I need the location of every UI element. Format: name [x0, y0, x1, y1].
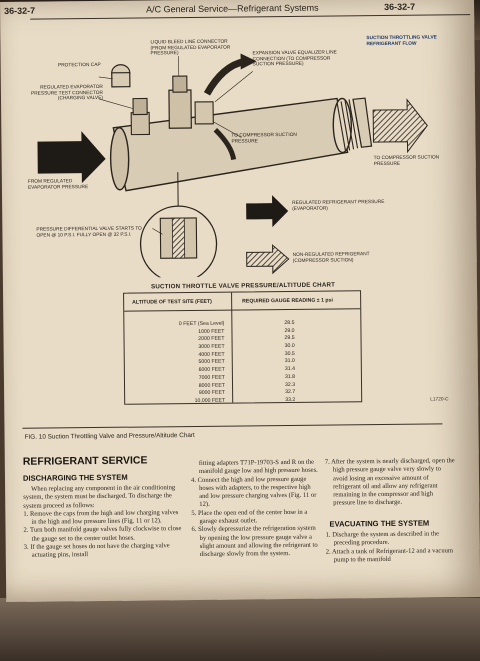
- step-2: 2. Turn both manifold gauge valves fully clockwise to close the gauge set to the center outlet hoses.: [23, 525, 182, 543]
- suction-throttle-valve-diagram: [0, 19, 477, 279]
- evac-step-2: 2. Attach a tank of Refrigerant-12 and a vacuum pump to the manifold: [325, 546, 454, 564]
- text-column-2: [191, 459, 320, 560]
- page-number-right: 36-32-7: [384, 1, 416, 12]
- label-stv-flow: SUCTION THROTTLING VALVE REFRIGERANT FLOW: [366, 35, 437, 47]
- inlet-arrow: [37, 131, 106, 184]
- psi-cell: 29.5: [284, 335, 295, 342]
- text-column-1: [23, 484, 184, 560]
- altitude-cell: 8000 FEET: [198, 382, 226, 389]
- altitude-cell: 10,000 FEET: [194, 397, 226, 404]
- label-to-compressor: TO COMPRESSOR SUCTION PRESSURE: [231, 132, 297, 145]
- label-to-compressor-right: TO COMPRESSOR SUCTION PRESSURE: [373, 155, 440, 167]
- figure-number: L1720-C: [430, 397, 449, 403]
- step-3: 3. If the gauge set hoses do not have the charging valve actuating pins, install: [23, 542, 170, 560]
- subsection-evacuating: EVACUATING THE SYSTEM: [329, 518, 430, 529]
- psi-cell: 30.0: [284, 342, 295, 350]
- table-header-divider: [124, 308, 360, 311]
- altitude-cell: 0 FEET (Sea Level): [178, 320, 225, 328]
- psi-cell: 29.0: [284, 327, 295, 334]
- step-6: 6. Slowly depressurize the refrigeration system by opening the low pressure gauge valve a slight amount and allowing the refrigerant to discharge slowly from the system.: [191, 525, 318, 559]
- page-number-left: 36-32-7: [4, 5, 36, 16]
- altitude-cell: 5000 FEET: [198, 359, 225, 366]
- text-column-3: [325, 457, 456, 508]
- table-row: [125, 396, 361, 406]
- psi-cell: 32.7: [285, 389, 296, 396]
- pressure-altitude-table: [123, 290, 362, 404]
- table-header-altitude: ALTITUDE OF TEST SITE (FEET): [132, 298, 212, 306]
- table-rows: [124, 319, 361, 406]
- figure-caption: FIG. 10 Suction Throttling Valve and Pressure/Altitude Chart: [24, 431, 195, 441]
- step-1: 1. Remove the caps from the high and low charging valves in the high and low pressure lines (Fig. 11 or 12).: [23, 509, 179, 526]
- label-liquid-bleed: LIQUID BLEED LINE CONNECTOR (FROM REGULATED EVAPORATOR PRESSURE): [150, 39, 231, 57]
- table-header-gauge: REQUIRED GAUGE READING ± 1 psi: [242, 297, 333, 305]
- label-from-regulated: FROM REGULATED EVAPORATOR PRESSURE: [27, 179, 89, 191]
- step-4: 4. Connect the high and low pressure gauge hoses with adapters, to the respective high and low pressure charging valves (Fig. 11 or 12).: [190, 475, 317, 509]
- psi-cell: 28.5: [284, 319, 295, 327]
- label-pressure-differential: PRESSURE DIFFERENTIAL VALVE STARTS TO OPEN @ 10 P.S.I. FULLY OPEN @ 32 P.S.I.: [36, 226, 142, 239]
- label-protection-cap: PROTECTION CAP: [57, 62, 101, 69]
- altitude-cell: 1000 FEET: [198, 328, 225, 335]
- psi-cell: 31.8: [284, 373, 296, 380]
- text-column-3-evac: [326, 530, 456, 565]
- section-title: REFRIGERANT SERVICE: [22, 454, 148, 468]
- altitude-cell: 9000 FEET: [198, 389, 226, 397]
- psi-cell: 31.0: [284, 358, 295, 365]
- psi-cell: 32.3: [284, 381, 296, 388]
- page-bottom-edge: [0, 598, 480, 661]
- psi-cell: 33.2: [285, 396, 296, 403]
- legend-arrow-regulated: [246, 195, 288, 227]
- intro-paragraph: When replacing any component in the air conditioning system, the system must be discharged. To discharge the system proceed as follows:: [23, 484, 176, 510]
- label-regulated-test-connector: REGULATED EVAPORATOR PRESSURE TEST CONNECTOR (CHARGING VALVE): [30, 84, 104, 102]
- altitude-cell: 3000 FEET: [198, 343, 225, 351]
- psi-cell: 31.4: [284, 366, 296, 373]
- altitude-cell: 4000 FEET: [198, 351, 225, 358]
- altitude-cell: 2000 FEET: [198, 336, 225, 343]
- legend-regulated-label: REGULATED REFRIGERANT PRESSURE (EVAPORATOR): [292, 199, 385, 212]
- step-7: 7. After the system is nearly discharged, open the high pressure gauge valve very slowly to avoid losing an excessive amount of refrigerant oil and allow any refrigerant remaining in the compressor and high pressure line to discharge.: [324, 457, 455, 508]
- psi-cell: 30.5: [284, 350, 295, 357]
- table-title: SUCTION THROTTLE VALVE PRESSURE/ALTITUDE CHART: [150, 281, 336, 291]
- header-title: A/C General Service—Refrigerant Systems: [146, 2, 319, 15]
- label-expansion-valve: EXPANSION VALVE EQUALIZER LINE CONNECTION (TO COMPRESSOR SUCTION PRESSURE): [252, 50, 337, 68]
- valve-body: [110, 62, 372, 191]
- altitude-cell: 7000 FEET: [198, 374, 225, 381]
- step-3-continued: fitting adapters T71P-19703-S and R on the manifold gauge low and high pressure hoses.: [198, 458, 318, 476]
- subsection-discharging: DISCHARGING THE SYSTEM: [22, 472, 128, 483]
- legend-arrow-nonregulated: [247, 245, 289, 273]
- altitude-cell: 6000 FEET: [198, 366, 225, 374]
- legend-nonregulated-label: NON-REGULATED REFRIGERANT (COMPRESSOR SUCTION): [292, 252, 370, 264]
- step-5: 5. Place the open end of the center hose in a garage exhaust outlet.: [191, 508, 308, 526]
- evac-step-1: 1. Discharge the system as described in the preceding procedure.: [325, 530, 440, 547]
- caption-rule: [22, 423, 442, 428]
- outlet-arrow: [373, 100, 428, 153]
